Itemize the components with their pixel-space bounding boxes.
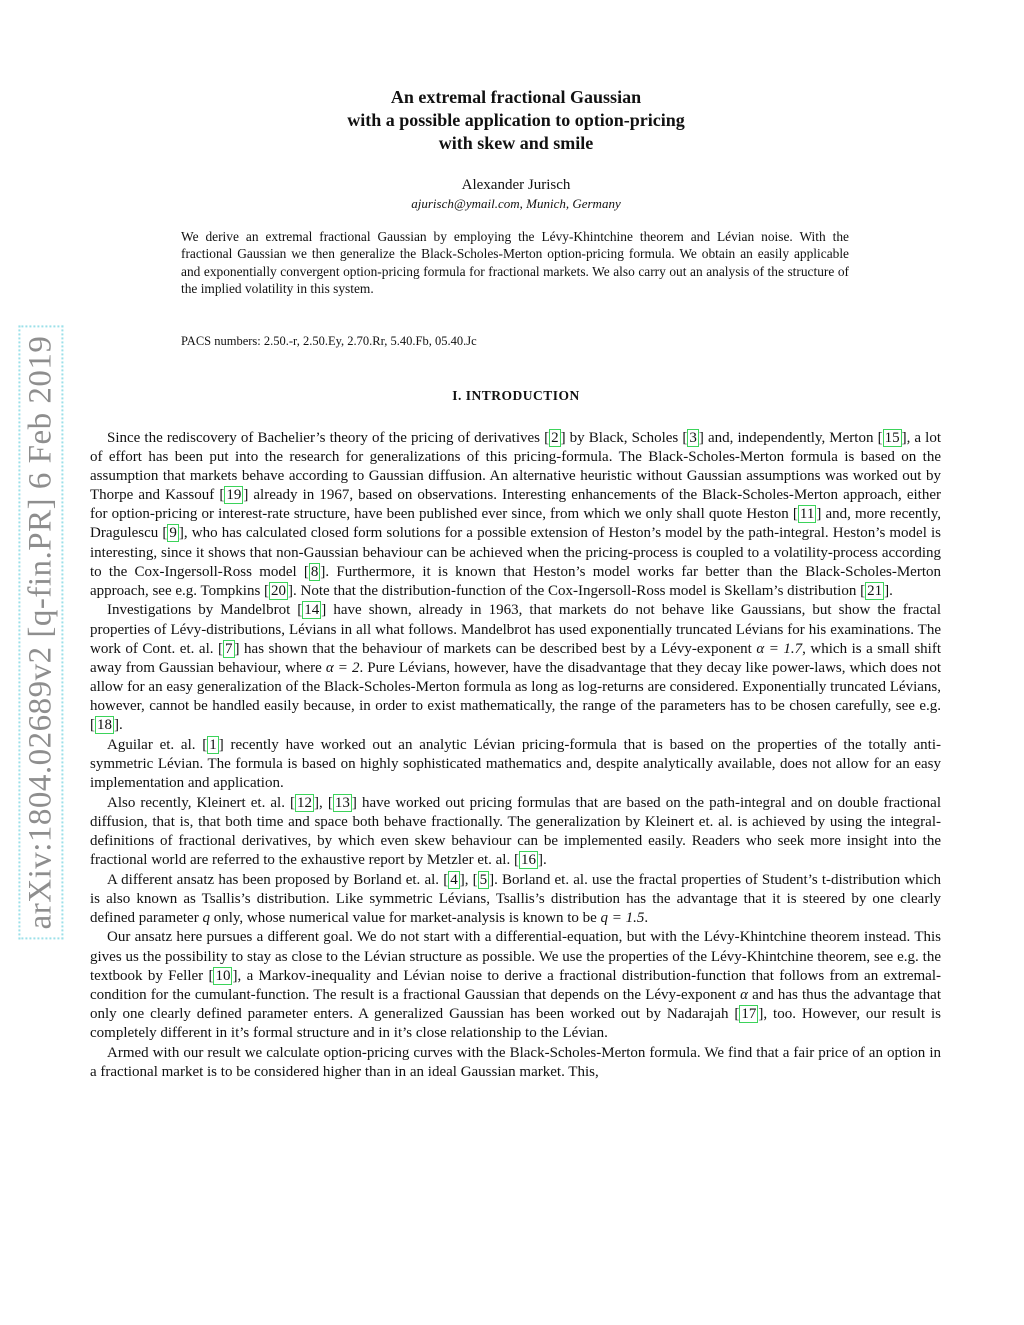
text-run: . [119, 717, 123, 733]
introduction-body [90, 429, 941, 1082]
body-paragraph: Investigations by Mandelbrot [ 14 ] have shown, already in 1963, that markets do not behave like Gaussians, but show the fractal properties of Lévy-distributions, Lévians in all what follows. Mandelbrot has used exponentially truncated Lévians for his examinations. The work of Cont. et. al. [ 7 ] has shown that the behaviour of markets can be described best by a Lévy-exponent α = 1.7, which is a small shift away from Gaussian behaviour, where α = 2. Pure Lévians, however, have the disadvantage that they decay like power-laws, which does not allow for an easy generalization of the Black-Scholes-Merton formula as long as log-returns are considered. Exponentially truncated Lévians, however, cannot be handled easily because, in order to exist mathematically, the range of the parameters has to be chosen carefully, see e.g. [ 18 ]. [90, 602, 942, 733]
paper-title-line-3: with skew and smile [438, 133, 594, 153]
arxiv-identifier: arXiv:1804.02689v2 [q-fin.PR] 6 Feb 2019 [19, 325, 64, 939]
text-run: has shown that the behaviour of markets can be described best by a Lévy-exponent [239, 640, 757, 657]
text-run: by Black, Scholes [565, 430, 683, 446]
text-run: already in 1967, based on observations. Interesting enhancements of the Black-Scholes-Merton approach, either for option-pricing or interest-rate structure, have been published ever since, from which we only shall quote Heston [90, 487, 941, 523]
text-run: and has thus the advantage that only one clearly defined parameter enters. A generalized Gaussian has been worked out by Nadarajah [90, 986, 941, 1022]
citation-link[interactable]: 8 [310, 563, 319, 580]
citation-link[interactable]: 13 [334, 794, 350, 811]
text-run: , [319, 794, 328, 811]
text-run: . Borland et. al. use the fractal properties of Student’s t-distribution which is also known as Tsallis’s distribution. Like symmetric Lévians, Tsallis’s distribution has the advantage that it is steered by one clearly defined parameter [90, 871, 942, 926]
text-run: A different ansatz has been proposed by Borland et. al. [107, 871, 444, 888]
citation-link[interactable]: 11 [799, 506, 815, 523]
text-run: , [464, 871, 473, 888]
citation-link[interactable]: 3 [689, 430, 697, 446]
citation-link[interactable]: 10 [215, 967, 231, 984]
body-paragraph: Our ansatz here pursues a different goal. We do not start with a differential-equation, but with the Lévy-Khintchine theorem instead. This gives us the possibility to stay as close to the Lévian structure as possible. We use the properties of the Lévy-Khintchine theorem, see e.g. the textbook by Feller [ 10 ], a Markov-inequality and Lévian noise to derive a fractional distribution-function that follows from an extremal-condition for the cumulant-function. The result is a fractional Gaussian that depends on the Lévy-exponent α and has thus the advantage that only one clearly defined parameter enters. A generalized Gaussian has been worked out by Nadarajah [ 17 ], too. However, our result is completely different in it’s formal structure and in it’s close relationship to the Lévian. [90, 929, 941, 1041]
paper-title-line-1: An extremal fractional Gaussian [390, 87, 642, 107]
text-run: only, whose numerical value for market-analysis is known to be [209, 909, 601, 926]
inline-math: q [202, 909, 210, 926]
text-run: , too. However, our result is completely different in it’s formal structure and in it’s close relationship to the Lévian. [90, 1005, 941, 1041]
citation-link[interactable]: 20 [271, 582, 287, 599]
text-run: . [889, 582, 893, 599]
citation-link[interactable]: 14 [304, 602, 320, 619]
paper-title-line-2: with a possible application to option-pricing [347, 110, 685, 130]
author-affiliation: ajurisch@ymail.com, Munich, Germany [411, 196, 621, 211]
citation-link[interactable]: 12 [297, 794, 313, 811]
text-run: and, independently, Merton [703, 430, 878, 446]
body-paragraph: Aguilar et. al. [ 1 ] recently have worked out an analytic Lévian pricing-formula that is based on the properties of the totally anti-symmetric Lévian. The formula is based on highly sophisticated mathematics and, despite analytically available, does not allow for an easy implementation and application. [90, 736, 941, 791]
text-run: Our ansatz here pursues a different goal. We do not start with a differential-equation, but with the Lévy-Khintchine theorem instead. This gives us the possibility to stay as close to the Lévian structure as possible. We use the properties of the Lévy-Khintchine theorem, see e.g. the textbook by Feller [90, 929, 941, 984]
text-run: have shown, already in 1963, that markets do not behave like Gaussians, but show the fractal properties of Lévy-distributions, Lévians in all what follows. Mandelbrot has used exponentially truncated Lévians for his examinations. The work of Cont. et. al. [90, 602, 942, 657]
citation-link[interactable]: 9 [169, 525, 177, 542]
inline-math: α = 2 [325, 659, 360, 676]
abstract: We derive an extremal fractional Gaussian by employing the Lévy-Khintchine theorem and Lévian noise. With the fractional Gaussian we then generalize the Black-Scholes-Merton option-pricing formula. We obtain an easily applicable and exponentially convergent option-pricing formula for fractional markets. We also carry out an analysis of the structure of the implied volatility in this system. [181, 229, 849, 297]
citation-link[interactable]: 2 [551, 430, 559, 446]
text-run: . Pure Lévians, however, have the disadvantage that they decay like power-laws, which does not allow for an easy generalization of the Black-Scholes-Merton formula as long as log-returns are considered. Exponentially truncated Lévians, however, cannot be handled easily because, in order to exist mathematically, the range of the parameters has to be chosen carefully, see e.g. [90, 659, 941, 714]
body-paragraph [90, 1044, 941, 1082]
citation-link[interactable]: 19 [226, 487, 242, 504]
text-run: , a Markov-inequality and Lévian noise to derive a fractional distribution-function that follows from an extremal-condition for the cumulant-function. The result is a fractional Gaussian that depends on the Lévy-exponent [90, 967, 941, 1003]
text-run: . [644, 909, 649, 926]
text-run: . [542, 851, 547, 868]
inline-math: q = 1.5 [600, 909, 645, 926]
text-run: Armed with our result we calculate option-pricing curves with the Black-Scholes-Merton formula. We find that a fair price of an option in a fractional market is to be considered higher than in an ideal Gaussian market. This, [90, 1044, 941, 1080]
inline-math: α = 1.7 [756, 640, 803, 657]
citation-link[interactable]: 7 [225, 640, 233, 657]
paper-header [180, 86, 852, 212]
text-run: Since the rediscovery of Bachelier’s theory of the pricing of derivatives [107, 430, 545, 446]
text-run: and, more recently, Dragulescu [90, 506, 941, 542]
citation-link[interactable]: 18 [97, 717, 112, 733]
section-heading: I. INTRODUCTION [452, 388, 580, 403]
citation-link[interactable]: 5 [479, 871, 488, 888]
text-run: Also recently, Kleinert et. al. [107, 794, 291, 811]
author-name: Alexander Jurisch [461, 177, 571, 193]
text-run: , a lot of effort has been put into the research for generalizations of this pricing-formula. The Black-Scholes-Merton formula is based on the assumption that markets behave according to Gaussian diffusion. An alternative heuristic without Gaussian assumptions was worked out by Thorpe and Kassouf [90, 430, 941, 504]
body-paragraph: Since the rediscovery of Bachelier’s theory of the pricing of derivatives [ 2 ] by Black, Scholes [ 3 ] and, independently, Merton [ 15 ], a lot of effort has been put into the research for generalizations of this pricing-formula. The Black-Scholes-Merton formula is based on the assumption that markets behave according to Gaussian diffusion. An alternative heuristic without Gaussian assumptions was worked out by Thorpe and Kassouf [ 19 ] already in 1967, based on observations. Interesting enhancements of the Black-Scholes-Merton approach, either for option-pricing or interest-rate structure, have been published ever since, from which we only shall quote Heston [ 11 ] and, more recently, Dragulescu [ 9 ], who has calculated closed form solutions for a possible extension of Heston’s model by the path-integral. Heston’s model is interesting, since it shows that non-Gaussian behaviour can be achieved when the pricing-process is coupled to a volatility-process according to the Cox-Ingersoll-Ross model [ 8 ]. Furthermore, it is known that Heston’s model works far better than the Black-Scholes-Merton approach, see e.g. Tompkins [ 20 ]. Note that the distribution-function of the Cox-Ingersoll-Ross model is Skellam’s distribution [ 21 ]. [90, 430, 941, 599]
text-run: recently have worked out an analytic Lévian pricing-formula that is based on the properties of the totally anti-symmetric Lévian. The formula is based on highly sophisticated mathematics and, despite analytically available, does not allow for an easy implementation and application. [90, 736, 941, 791]
arxiv-identifier-stamp [18, 320, 64, 944]
text-run: Investigations by Mandelbrot [107, 602, 298, 619]
citation-link[interactable]: 16 [520, 851, 536, 868]
text-run: , which is a small shift away from Gaussian behaviour, where [90, 640, 941, 676]
text-run: . Furthermore, it is known that Heston’s model works far better than the Black-Scholes-Merton approach, see e.g. Tompkins [90, 563, 941, 599]
pacs-numbers: PACS numbers: 2.50.-r, 2.50.Ey, 2.70.Rr, 5.40.Fb, 05.40.Jc [181, 334, 477, 348]
inline-math: α [740, 986, 748, 1003]
citation-link[interactable]: 1 [209, 736, 217, 753]
text-run: have worked out pricing formulas that are based on the path-integral and on double fractional diffusion, that is, that both time and space both behave fractionally. The generalization by Kleinert et. al. is achieved by using the integral-definitions of fractional derivatives, by which even skew behaviour can be implemented easily. Readers who seek more insight into the fractional world are referred to the exhaustive report by Metzler et. al. [90, 794, 942, 868]
text-run: Aguilar et. al. [107, 736, 203, 753]
citation-link[interactable]: 15 [884, 430, 900, 446]
citation-link[interactable]: 21 [867, 582, 883, 599]
citation-link[interactable]: 4 [450, 871, 458, 888]
citation-link[interactable]: 17 [741, 1005, 757, 1022]
body-paragraph: Also recently, Kleinert et. al. [ 12 ], [ 13 ] have worked out pricing formulas that are based on the path-integral and on double fractional diffusion, that is, that both time and space both behave fractionally. The generalization by Kleinert et. al. is achieved by using the integral-definitions of fractional derivatives, by which even skew behaviour can be implemented easily. Readers who seek more insight into the fractional world are referred to the exhaustive report by Metzler et. al. [ 16 ]. [90, 794, 942, 868]
text-run: . Note that the distribution-function of the Cox-Ingersoll-Ross model is Skellam’s distribution [293, 582, 861, 599]
text-run: , who has calculated closed form solutions for a possible extension of Heston’s model by the path-integral. Heston’s model is interesting, since it shows that non-Gaussian behaviour can be achieved when the pricing-process is coupled to a volatility-process according to the Cox-Ingersoll-Ross model [90, 525, 941, 580]
body-paragraph: A different ansatz has been proposed by Borland et. al. [ 4 ], [ 5 ]. Borland et. al. use the fractal properties of Student’s t-distribution which is also known as Tsallis’s distribution. Like symmetric Lévians, Tsallis’s distribution has the advantage that it is steered by one clearly defined parameter q only, whose numerical value for market-analysis is known to be q = 1.5. [90, 871, 942, 926]
